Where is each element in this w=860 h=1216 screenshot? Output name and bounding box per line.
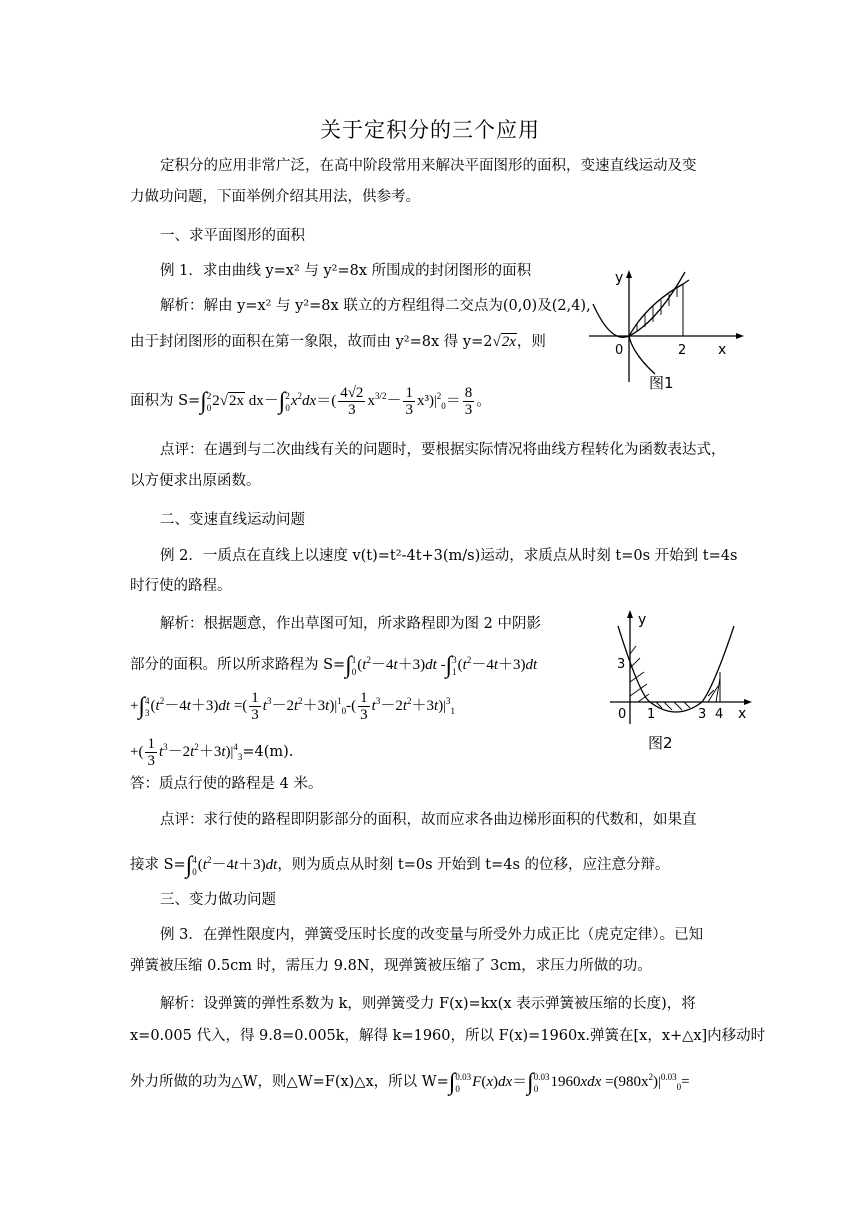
comment1-line-2: 以方便求出原函数。 xyxy=(130,473,261,489)
svg-text:1: 1 xyxy=(647,707,656,722)
comment1-line-1: 点评：在遇到与二次曲线有关的问题时，要根据实际情况将曲线方程转化为函数表达式， xyxy=(160,442,726,458)
analysis2-line-3: +∫ 4 3 $(t^2-4t+3)dt$ =( $\frac{1}{3}$ $t^3-2t^2+3t)|^1_0-$( $\frac{1}{3}$ $t^3-2t^2+3t)|^3_1$ xyxy=(130,690,456,724)
example2-line-2: 时行使的路程。 xyxy=(130,578,232,594)
svg-text:3: 3 xyxy=(617,657,626,672)
comment2-line-2: 接求 S=∫ 4 0 $(t^2-4t+3)dt$，则为质点从时刻 t=0s 开始到 t=4s 的位移，应注意分辩。 xyxy=(130,852,670,879)
figure2-caption: 图2 xyxy=(648,734,673,752)
section3-heading: 三、变力做功问题 xyxy=(160,892,276,908)
figure1-y-label: y xyxy=(615,270,624,286)
svg-text:2: 2 xyxy=(678,343,687,358)
figure-1 xyxy=(585,264,750,396)
example1-text: 例 1．求由曲线 y=x² 与 y²=8x 所围成的封闭图形的面积 xyxy=(160,263,532,279)
area-expression: ∫ 2 0 2√2x dx－∫ 2 0 $x^2dx=$( $\frac{4√2}{3}$ $x^{3/2}-$ $\frac{1}{3}$ $x^3)|^2_0=$ $\frac{8}{3}$ 。 xyxy=(200,385,492,419)
analysis2-line-1: 解析：根据题意，作出草图可知，所求路程即为图 2 中阴影 xyxy=(160,616,541,632)
example2-line-1: 例 2．一质点在直线上以速度 v(t)=t²-4t+3(m/s)运动，求质点从时刻 t=0s 开始到 t=4s xyxy=(160,548,738,564)
intro-line-1: 定积分的应用非常广泛，在高中阶段常用来解决平面图形的面积，变速直线运动及变 xyxy=(160,158,697,174)
intro-line-2: 力做功问题，下面举例介绍其用法，供参考。 xyxy=(130,189,420,205)
page-title: 关于定积分的三个应用 xyxy=(320,118,540,142)
svg-text:0: 0 xyxy=(615,343,624,358)
analysis3-line-1: 解析：设弹簧的弹性系数为 k，则弹簧受力 F(x)=kx(x 表示弹簧被压缩的长度)，将 xyxy=(160,996,696,1012)
section2-heading: 二、变速直线运动问题 xyxy=(160,512,305,528)
figure-2 xyxy=(600,606,760,756)
answer2: 答：质点行使的路程是 4 米。 xyxy=(130,776,323,792)
example3-line-1: 例 3．在弹性限度内，弹簧受压时长度的改变量与所受外力成正比（虎克定律）。已知 xyxy=(160,927,704,943)
analysis3-line-3: 外力所做的功为△W，则△W=F(x)△x，所以 W=∫ 0.03 0 F(x)dx＝∫ 0.03 0 $1960xdx =(980x^2)|^{0.03}_0=$ xyxy=(130,1069,690,1096)
sideways-parabola-curve xyxy=(629,280,689,374)
svg-text:4: 4 xyxy=(715,707,724,722)
sqrt-2x: √2x xyxy=(492,334,516,350)
svg-text:0: 0 xyxy=(618,707,627,722)
svg-text:3: 3 xyxy=(698,707,707,722)
area-formula: 面积为 S=∫ 2 0 2√2x dx－∫ 2 0 $x^2dx=$( $\frac{4√2}{3}$ $x^{3/2}-$ $\frac{1}{3}$ $x^3)|^2_0=$ $\frac{8}{3}$ 。 xyxy=(130,385,492,419)
analysis1-line-2: 由于封闭图形的面积在第一象限，故而由 y²=8x 得 y=2√2x，则 xyxy=(130,334,546,350)
svg-text:x: x xyxy=(738,706,747,722)
analysis2-line-4: +( $\frac{1}{3}$ $t^3-2t^2+3t)|^4_3=4(m)$. xyxy=(130,736,294,770)
analysis2-line-2: 部分的面积。所以所求路程为 S=∫ 1 0 $(t^2-4t+3)dt$ -∫ 3 1 $(t^2-4t+3)dt$ xyxy=(130,652,538,679)
svg-text:y: y xyxy=(638,612,647,628)
analysis1-line-1: 解析：解由 y=x² 与 y²=8x 联立的方程组得二交点为(0,0)及(2,4), xyxy=(160,298,591,314)
section1-heading: 一、求平面图形的面积 xyxy=(160,228,305,244)
example3-line-2: 弹簧被压缩 0.5cm 时，需压力 9.8N，现弹簧被压缩了 3cm，求压力所做的功。 xyxy=(130,958,652,974)
svg-text:x: x xyxy=(718,342,727,358)
analysis3-line-2: x=0.005 代入，得 9.8=0.005k，解得 k=1960，所以 F(x)=1960x.弹簧在[x，x+△x]内移动时 xyxy=(130,1028,766,1044)
comment2-line-1: 点评：求行使的路程即阴影部分的面积，故而应求各曲边梯形面积的代数和，如果直 xyxy=(160,812,697,828)
parabola-curve xyxy=(593,272,685,337)
figure1-caption: 图1 xyxy=(649,374,674,392)
